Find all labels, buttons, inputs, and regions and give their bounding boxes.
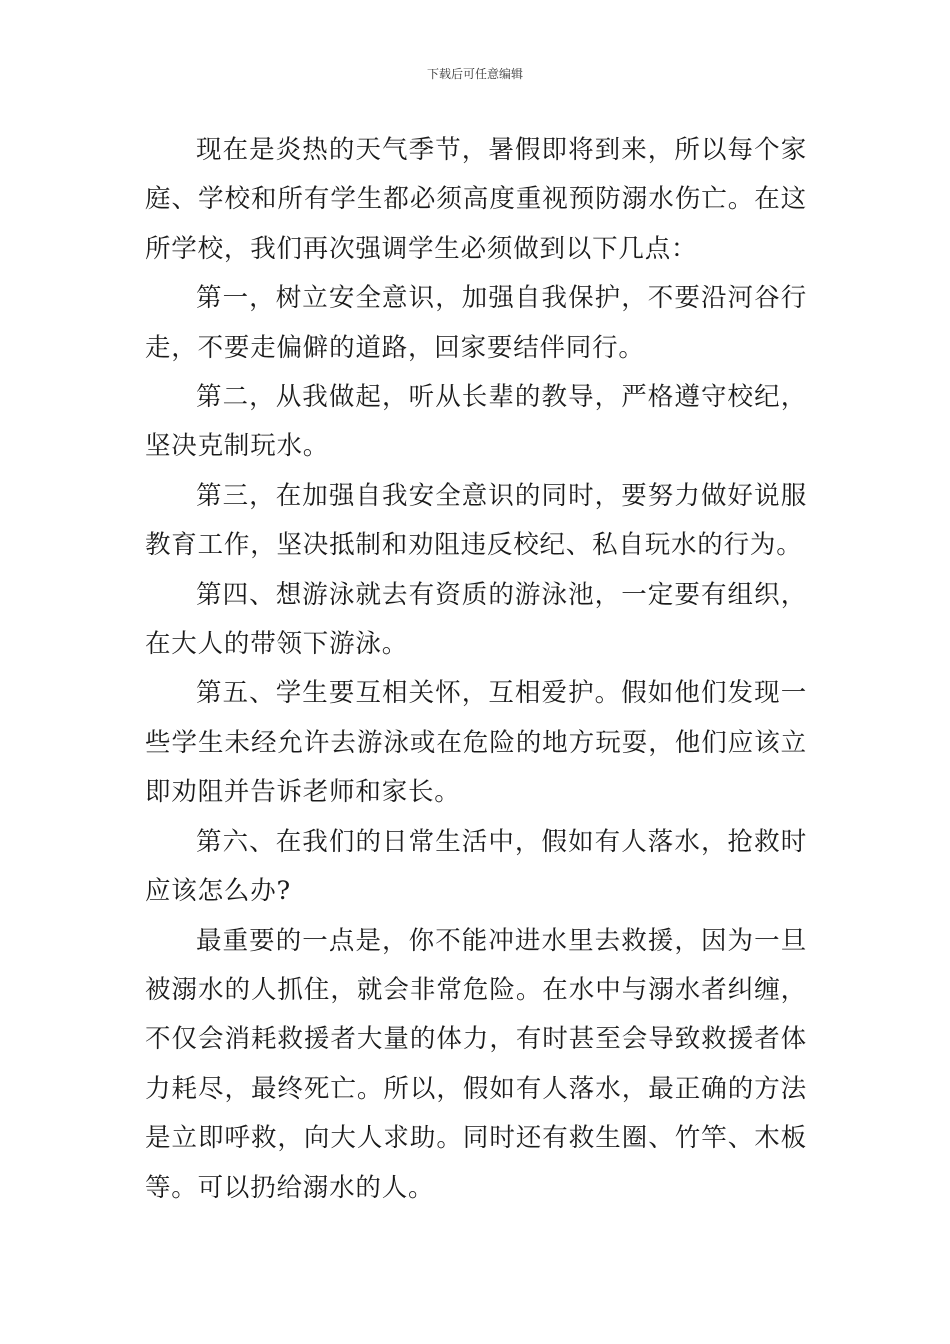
paragraph-point-3: 第三，在加强自我安全意识的同时，要努力做好说服教育工作，坚决抵制和劝阻违反校纪、私自玩水的行为。 xyxy=(145,480,807,561)
paragraph-point-2: 第二，从我做起，听从长辈的教导，严格遵守校纪，坚决克制玩水。 xyxy=(145,382,807,462)
paragraph-point-1: 第一，树立安全意识，加强自我保护，不要沿河谷行走，不要走偏僻的道路，回家要结伴同行。 xyxy=(145,283,807,363)
paragraph-point-4: 第四、想游泳就去有资质的游泳池，一定要有组织，在大人的带领下游泳。 xyxy=(145,579,807,660)
paragraph-point-6: 第六、在我们的日常生活中，假如有人落水，抢救时应该怎么办? xyxy=(145,826,807,907)
paragraph-intro: 现在是炎热的天气季节，暑假即将到来，所以每个家庭、学校和所有学生都必须高度重视预防溺水伤亡。在这所学校，我们再次强调学生必须做到以下几点： xyxy=(145,135,807,264)
paragraph-rescue-advice: 最重要的一点是，你不能冲进水里去救援，因为一旦被溺水的人抓住，就会非常危险。在水中与溺水者纠缠，不仅会消耗救援者大量的体力，有时甚至会导致救援者体力耗尽，最终死亡。所以，假如有人落水，最正确的方法是立即呼救，向大人求助。同时还有救生圈、竹竿、木板等。可以扔给溺水的人。 xyxy=(145,925,807,1203)
paragraph-point-5: 第五、学生要互相关怀，互相爱护。假如他们发现一些学生未经允许去游泳或在危险的地方玩耍，他们应该立即劝阻并告诉老师和家长。 xyxy=(145,678,807,808)
page-header-note: 下载后可任意编辑 xyxy=(426,67,523,81)
document-body xyxy=(145,126,807,1213)
